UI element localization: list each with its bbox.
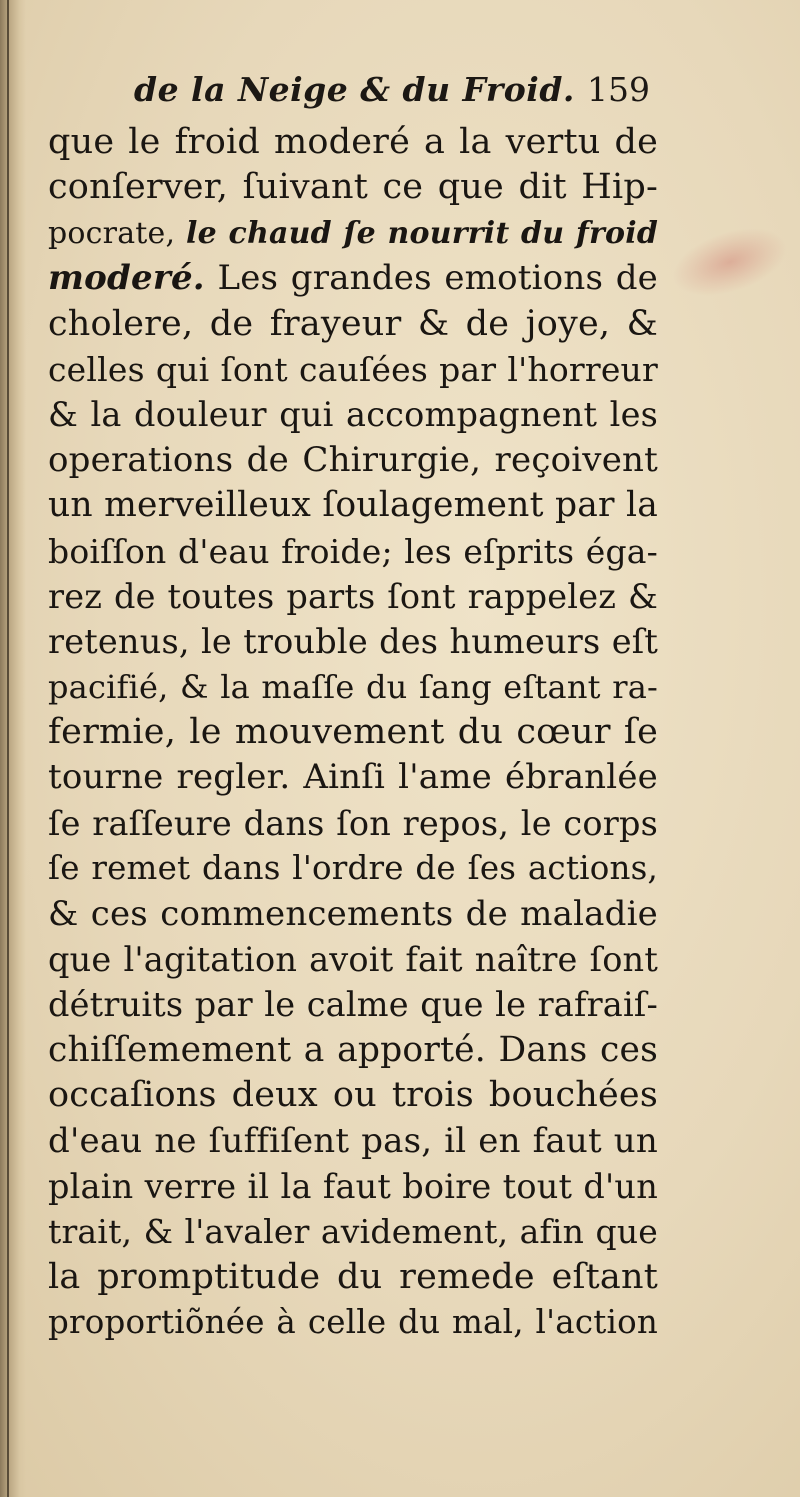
body-text xyxy=(48,120,658,1346)
line-text: la promptitude du remede eſtant xyxy=(48,1256,658,1297)
running-head xyxy=(60,70,660,116)
text-line xyxy=(48,801,658,846)
line-text: pocrate, xyxy=(48,215,186,251)
binding-edge xyxy=(7,0,9,1497)
text-line xyxy=(48,1300,658,1345)
line-text: trait, & l'avaler avidement, afin que xyxy=(48,1212,658,1252)
line-text: détruits par le calme que le rafraiſ- xyxy=(48,985,658,1025)
line-text: boiſſon d'eau froide; les eſprits éga- xyxy=(48,531,658,571)
line-text: ſe remet dans l'ordre de ſes actions, xyxy=(48,849,658,888)
line-text: d'eau ne ſuffiſent pas, il en faut un xyxy=(48,1120,658,1161)
text-line xyxy=(48,1209,658,1254)
italic-quotation: moderé. xyxy=(48,258,205,299)
line-text: ſe raſſeure dans ſon repos, le corps xyxy=(48,803,658,843)
text-line xyxy=(48,256,658,301)
line-text: que le froid moderé a la vertu de xyxy=(48,122,658,162)
text-line xyxy=(48,211,658,256)
text-line xyxy=(48,1164,658,1209)
text-line xyxy=(48,1255,658,1300)
text-line xyxy=(48,1028,658,1073)
text-line xyxy=(48,710,658,755)
line-text: & la douleur qui accompagnent les xyxy=(48,395,658,435)
line-text: que l'agitation avoit fait naître ſont xyxy=(48,940,658,980)
line-text: operations de Chirurgie, reçoivent xyxy=(48,439,658,480)
text-line xyxy=(48,165,658,210)
text-line xyxy=(48,529,658,574)
text-line xyxy=(48,392,658,437)
text-line xyxy=(48,619,658,664)
ink-stain xyxy=(664,215,797,309)
line-text: Les grandes emotions de xyxy=(204,258,658,299)
text-line xyxy=(48,982,658,1027)
line-text: retenus, le trouble des humeurs eſt xyxy=(48,622,658,662)
text-line xyxy=(48,892,658,937)
line-text: un merveilleux ſoulagement par la xyxy=(48,485,658,526)
text-line xyxy=(48,937,658,982)
line-text: fermie, le mouvement du cœur ſe xyxy=(48,712,658,753)
line-text: chiſſemement a apporté. Dans ces xyxy=(48,1029,658,1070)
text-line xyxy=(48,1119,658,1164)
running-title: de la Neige & du Froid. xyxy=(134,70,575,109)
text-line xyxy=(48,1073,658,1118)
page-number: 159 xyxy=(587,70,650,109)
text-line xyxy=(48,665,658,710)
line-text: & ces commencements de maladie xyxy=(48,893,658,934)
text-line xyxy=(48,120,658,165)
line-text: tourne regler. Ainſi l'ame ébranlée xyxy=(48,757,658,798)
line-text: rez de toutes parts ſont rappelez & xyxy=(48,576,658,616)
page-gutter xyxy=(0,0,26,1497)
line-text: plain verre il la faut boire tout d'un xyxy=(48,1166,658,1206)
text-line xyxy=(48,755,658,800)
text-line xyxy=(48,438,658,483)
italic-quotation: le chaud ſe nourrit du froid xyxy=(185,215,658,251)
line-text: conſerver, ſuivant ce que dit Hip- xyxy=(48,167,658,208)
text-line xyxy=(48,574,658,619)
text-line xyxy=(48,846,658,891)
line-text: cholere, de frayeur & de joye, & xyxy=(48,303,658,344)
line-text: occaſions deux ou trois bouchées xyxy=(48,1075,658,1116)
line-text: celles qui ſont cauſées par l'horreur xyxy=(48,349,658,389)
line-text: proportiõnée à celle du mal, l'action xyxy=(48,1303,658,1342)
text-line xyxy=(48,483,658,528)
text-line xyxy=(48,347,658,392)
line-text: pacifié, & la maſſe du ſang eſtant ra- xyxy=(48,667,658,706)
text-line xyxy=(48,302,658,347)
